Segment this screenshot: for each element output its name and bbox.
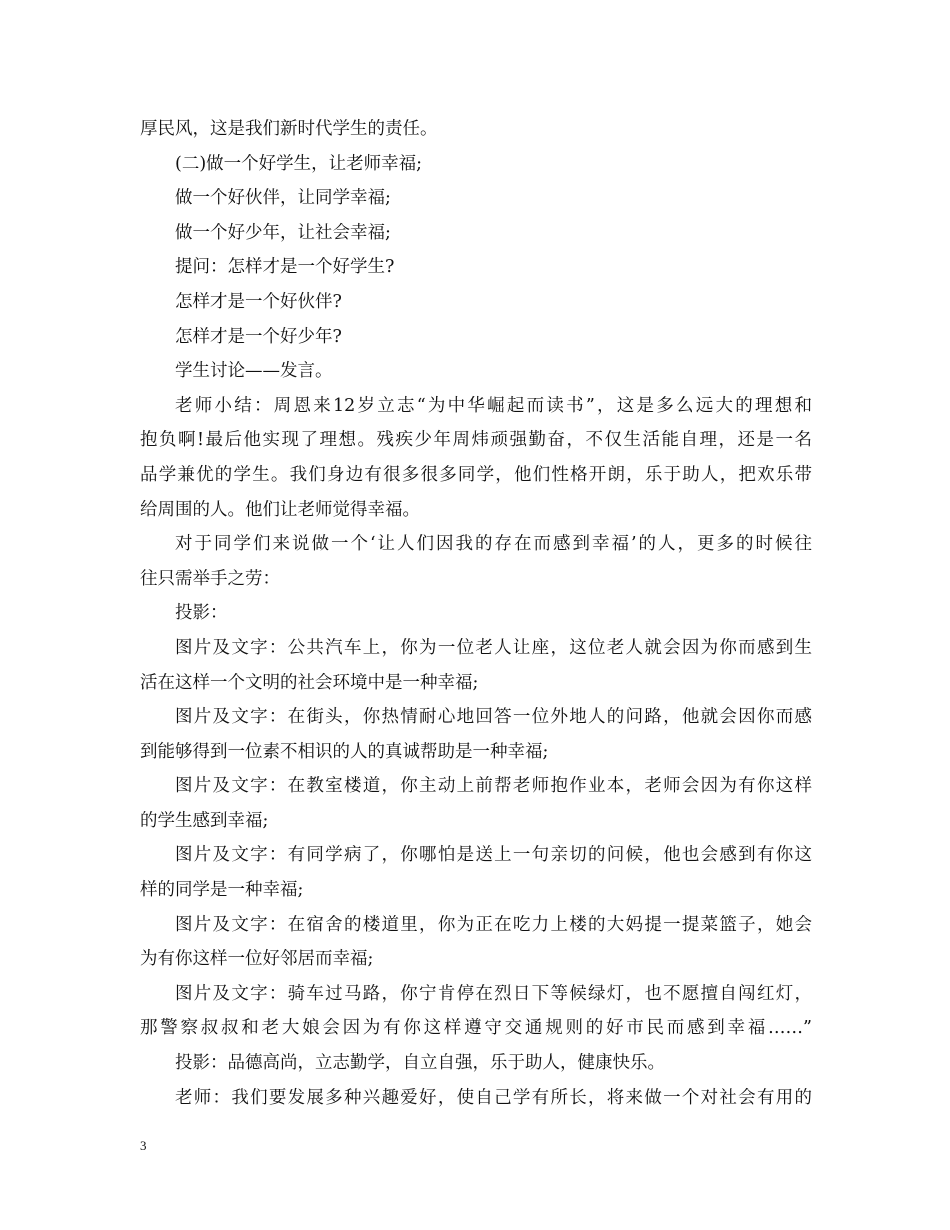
text-line: 到能够得到一位素不相识的人的真诚帮助是一种幸福; bbox=[140, 741, 549, 762]
text-line: 活在这样一个文明的社会环境中是一种幸福; bbox=[140, 672, 479, 693]
text-line: 对于同学们来说做一个‘让人们因我的存在而感到幸福’的人，更多的时候往 bbox=[175, 534, 812, 555]
text-line: 为有你这样一位好邻居而幸福; bbox=[140, 949, 374, 970]
text-line: (二)做一个好学生，让老师幸福; bbox=[175, 153, 423, 174]
text-line: 老师：我们要发展多种兴趣爱好，使自己学有所长，将来做一个对社会有用的 bbox=[175, 1087, 812, 1108]
text-line: 怎样才是一个好伙伴? bbox=[175, 291, 342, 312]
text-line: 图片及文字：在教室楼道，你主动上前帮老师抱作业本，老师会因为有你这样 bbox=[175, 776, 812, 797]
text-line: 品学兼优的学生。我们身边有很多很多同学，他们性格开朗，乐于助人，把欢乐带 bbox=[140, 464, 812, 485]
text-line: 抱负啊!最后他实现了理想。残疾少年周炜顽强勤奋，不仅生活能自理，还是一名 bbox=[140, 430, 812, 451]
text-line: 投影：品德高尚，立志勤学，自立自强，乐于助人，健康快乐。 bbox=[175, 1053, 665, 1074]
text-line: 给周围的人。他们让老师觉得幸福。 bbox=[140, 499, 420, 520]
text-line: 做一个好伙伴，让同学幸福; bbox=[175, 188, 391, 209]
page-body bbox=[140, 112, 812, 1115]
text-line: 学生讨论——发言。 bbox=[175, 361, 333, 382]
text-line: 厚民风，这是我们新时代学生的责任。 bbox=[140, 119, 438, 139]
text-line: 图片及文字：公共汽车上，你为一位老人让座，这位老人就会因为你而感到生 bbox=[175, 637, 812, 658]
text-line: 图片及文字：有同学病了，你哪怕是送上一句亲切的问候，他也会感到有你这 bbox=[175, 845, 812, 866]
text-line: 图片及文字：在宿舍的楼道里，你为正在吃力上楼的大妈提一提菜篮子，她会 bbox=[175, 914, 812, 935]
text-line: 那警察叔叔和老大娘会因为有你这样遵守交通规则的好市民而感到幸福……” bbox=[140, 1018, 812, 1039]
text-line: 投影： bbox=[175, 603, 228, 624]
text-line: 图片及文字：骑车过马路，你宁肯停在烈日下等候绿灯，也不愿擅自闯红灯， bbox=[175, 983, 812, 1004]
text-line: 图片及文字：在街头，你热情耐心地回答一位外地人的问路，他就会因你而感 bbox=[175, 707, 812, 728]
text-line: 的学生感到幸福; bbox=[140, 810, 269, 831]
text-line: 老师小结：周恩来12岁立志“为中华崛起而读书”，这是多么远大的理想和 bbox=[175, 395, 812, 416]
text-line: 样的同学是一种幸福; bbox=[140, 880, 304, 901]
text-line: 做一个好少年，让社会幸福; bbox=[175, 222, 391, 243]
page-number: 3 bbox=[140, 1138, 147, 1153]
text-line: 怎样才是一个好少年? bbox=[175, 326, 342, 347]
text-line: 提问：怎样才是一个好学生? bbox=[175, 257, 395, 278]
text-line: 往只需举手之劳： bbox=[140, 568, 280, 589]
